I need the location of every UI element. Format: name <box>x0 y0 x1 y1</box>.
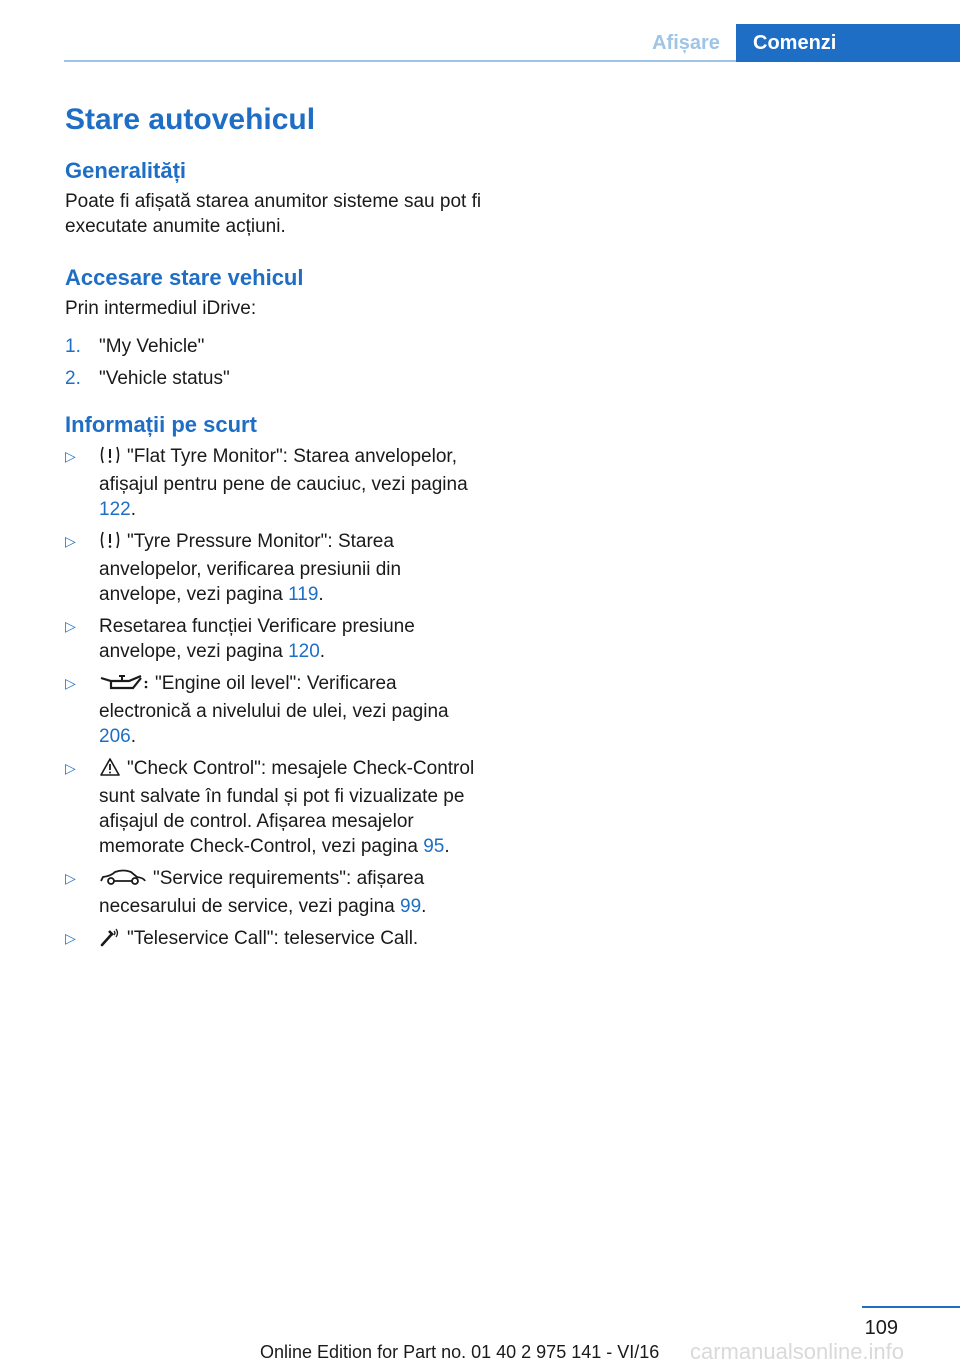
item-end: . <box>421 896 427 917</box>
bullet-triangle-icon: ▷ <box>65 760 76 776</box>
page-link[interactable]: 95 <box>423 836 445 857</box>
list-item <box>65 444 485 522</box>
tyre-warning-icon <box>99 530 121 557</box>
item-text: "Engine oil level": Verificarea electronică a nivelului de ulei, vezi pagina <box>99 673 449 722</box>
page-number: 109 <box>864 1317 898 1339</box>
item-end: . <box>319 641 326 662</box>
tab-comenzi[interactable]: Comenzi <box>736 24 960 62</box>
item-text: "Flat Tyre Monitor": Starea anvelopelor, afișajul pentru pene de cauciuc, vezi pagina <box>99 446 468 495</box>
list-item <box>65 529 485 607</box>
section-text-general: Poate fi afișată starea anumitor sisteme sau pot fi executate anumite acțiuni. <box>65 191 482 237</box>
step-number: 1. <box>65 336 81 357</box>
bullet-triangle-icon: ▷ <box>65 618 76 634</box>
page-link[interactable]: 206 <box>99 726 131 747</box>
bullet-triangle-icon: ▷ <box>65 930 76 946</box>
item-end: . <box>318 584 324 605</box>
list-item <box>65 926 485 954</box>
tyre-warning-icon <box>99 445 121 472</box>
list-item <box>65 756 485 859</box>
info-list <box>65 444 485 954</box>
car-service-icon <box>99 867 147 894</box>
steps-list <box>65 334 485 398</box>
bullet-triangle-icon: ▷ <box>65 870 76 886</box>
list-item <box>65 671 485 749</box>
item-text: "Service requirements": afișarea necesarului de service, vezi pagina <box>99 868 425 917</box>
section-heading-general: Generalități <box>65 158 187 183</box>
step-label: "My Vehicle" <box>99 336 205 357</box>
item-text: Resetarea funcției Verificare presiune anvelope, vezi pagina <box>99 616 415 662</box>
footer-rule <box>862 1306 960 1308</box>
page-link[interactable]: 122 <box>99 499 131 520</box>
watermark-text: carmanualsonline.info <box>690 1339 905 1362</box>
list-item <box>65 334 485 366</box>
list-item <box>65 866 485 919</box>
edition-text: Online Edition for Part no. 01 40 2 975 141 - VI/16 <box>260 1342 660 1362</box>
section-heading-info: Informații pe scurt <box>65 412 257 437</box>
page-link[interactable]: 119 <box>288 584 319 605</box>
section-text-access: Prin intermediul iDrive: <box>65 298 257 319</box>
page-title: Stare autovehicul <box>65 103 316 136</box>
warning-triangle-icon <box>99 757 121 784</box>
step-number: 2. <box>65 368 81 389</box>
item-end: . <box>444 836 450 857</box>
bullet-triangle-icon: ▷ <box>65 448 76 464</box>
bullet-triangle-icon: ▷ <box>65 675 76 691</box>
item-text: "Check Control": mesajele Check-Control sunt salvate în fundal și pot fi vizualizate pe afișajul de control. Afișarea mesajelor memorate Check-Control, vezi pagina <box>99 758 475 857</box>
step-label: "Vehicle status" <box>99 368 230 389</box>
item-text: "Teleservice Call": teleservice Call. <box>127 928 419 949</box>
tab-afisare[interactable]: Afișare <box>652 31 720 54</box>
list-item <box>65 614 485 664</box>
section-heading-access: Accesare stare vehicul <box>65 265 304 290</box>
item-text: "Tyre Pressure Monitor": Starea anvelopelor, verificarea presiunii din anvelope, vezi pagina <box>99 531 402 605</box>
list-item <box>65 366 485 398</box>
page-link[interactable]: 99 <box>400 896 422 917</box>
item-end: . <box>130 499 136 520</box>
item-end: . <box>130 726 136 747</box>
oil-can-icon <box>99 672 149 699</box>
teleservice-wrench-icon <box>99 927 121 954</box>
page-link[interactable]: 120 <box>288 641 320 662</box>
bullet-triangle-icon: ▷ <box>65 533 76 549</box>
main-content <box>65 100 485 961</box>
